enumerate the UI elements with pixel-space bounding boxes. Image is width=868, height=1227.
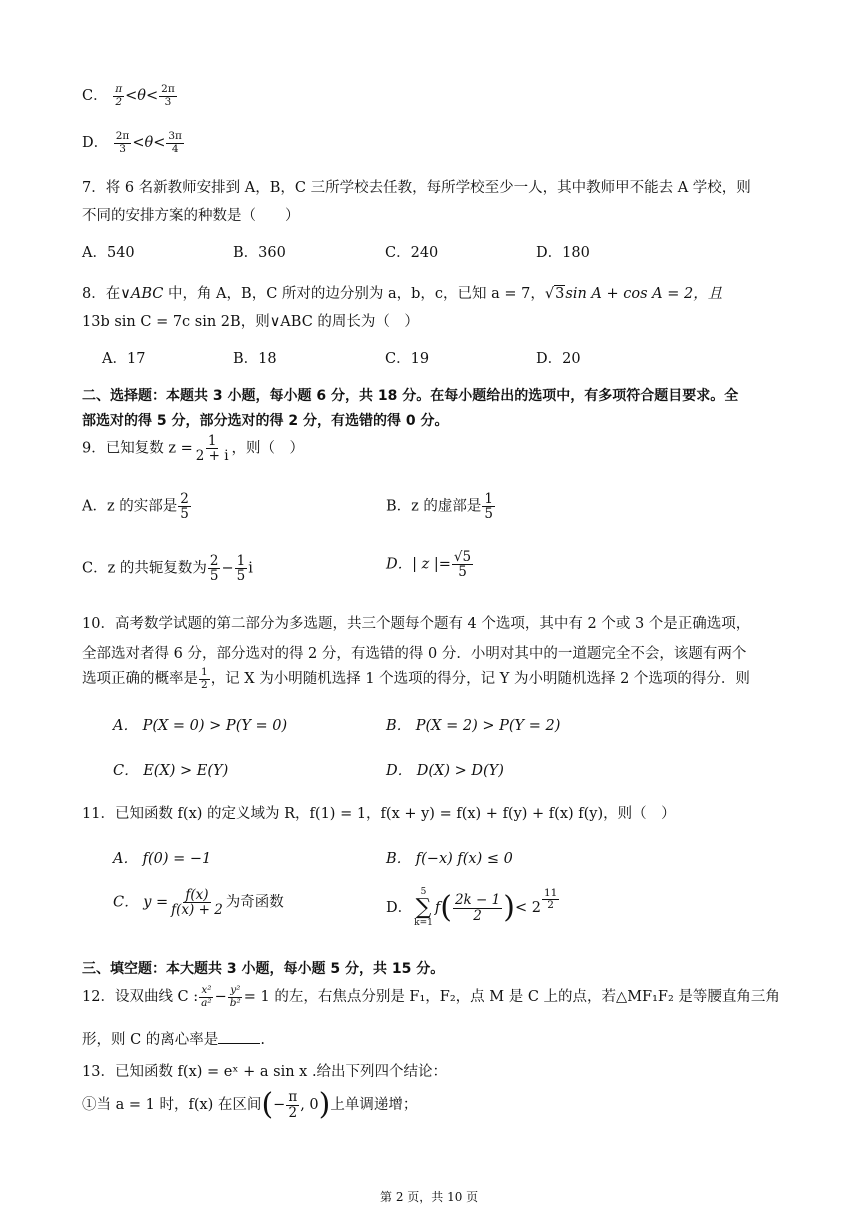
q7-option-d[interactable]: D．180 [536, 245, 590, 261]
q8-option-d[interactable]: D．20 [536, 351, 581, 367]
q8-stem-line1: 8．在∨ABC 中，角 A，B，C 所对的边分别为 a，b，c，已知 a = 7，√3sin A + cos A = 2，且 [82, 286, 723, 302]
q10-option-d[interactable]: D． D(X) > D(Y) [386, 763, 504, 779]
q9-option-c[interactable]: C．z 的共轭复数为 $\frac{2}{5}$ − $\frac{1}{5}$ i [82, 553, 253, 585]
section-2-heading-line1: 二、选择题：本题共 3 小题，每小题 6 分，共 18 分。在每小题给出的选项中，有多项符合题目要求。全 [82, 388, 739, 404]
q6-option-c[interactable] [82, 84, 178, 108]
option-label: C． [82, 88, 108, 104]
q7-option-c[interactable]: C．240 [385, 245, 439, 261]
q7-option-a[interactable]: A．540 [82, 245, 135, 261]
q8-option-a[interactable]: A．17 [102, 351, 146, 367]
section-3-heading: 三、填空题：本大题共 3 小题，每小题 5 分，共 15 分。 [82, 961, 445, 977]
page-footer: 第 2 页，共 10 页 [380, 1190, 479, 1204]
q7-stem-line2: 不同的安排方案的种数是（ ） [82, 208, 300, 224]
q13-stem: 13．已知函数 f(x) = eˣ + a sin x .给出下列四个结论： [82, 1064, 448, 1080]
q12-stem-line1: 12．设双曲线 C : $\frac{\text{x²}}{\text{a²}}$ − $\frac{\text{y²}}{\text{b²}}$ = 1 的左，右焦点分别是 F₁，F₂，点 M 是 C 上的点，若△MF₁F₂ 是等腰直角三角 [82, 984, 780, 1009]
q12-stem-line2: 形，则 C 的离心率是 . [82, 1028, 265, 1049]
q11-option-c[interactable]: C． y = $\frac{f(x)}{f(x) + 2}$ 为奇函数 [113, 887, 284, 919]
fraction: $\frac{3\pi}{4}$ [168, 130, 182, 155]
answer-blank[interactable] [218, 1029, 260, 1044]
q9-option-b[interactable]: B．z 的虚部是 $\frac{1}{5}$ [386, 491, 493, 523]
q7-stem-line1: 7．将 6 名新教师安排到 A，B，C 三所学校去任教，每所学校至少一人，其中教师甲不能去 A 学校，则 [82, 180, 751, 196]
q10-option-b[interactable]: B． P(X = 2) > P(Y = 2) [386, 718, 561, 734]
q7-option-b[interactable]: B．360 [233, 245, 286, 261]
q11-stem: 11．已知函数 f(x) 的定义域为 R，f(1) = 1，f(x + y) = f(x) + f(y) + f(x) f(y)，则（ ） [82, 806, 676, 822]
option-label: D． [82, 135, 109, 151]
fraction: $\frac{2\pi}{3}$ [115, 130, 130, 155]
q10-stem-line1: 10．高考数学试题的第二部分为多选题，共三个题每个题有 4 个选项，其中有 2 个或 3 个是正确选项， [82, 616, 751, 632]
q11-option-d[interactable]: D． 5 ∑ k=1 f( $\frac{2k - 1}{2}$ )< 2 $^{\frac{11}{2}}$ [386, 887, 558, 928]
q10-option-a[interactable]: A． P(X = 0) > P(Y = 0) [113, 718, 288, 734]
fraction: $\frac{1}{2 + i}$ [195, 433, 229, 465]
section-2-heading-line2: 部选对的得 5 分，部分选对的得 2 分，有选错的得 0 分。 [82, 413, 449, 429]
fraction: $\frac{\pi}{2}$ [115, 83, 123, 108]
q8-option-b[interactable]: B．18 [233, 351, 277, 367]
q9-option-a[interactable]: A．z 的实部是 $\frac{2}{5}$ [82, 491, 189, 523]
q8-stem-line2: 13b sin C = 7c sin 2B，则∨ABC 的周长为（ ） [82, 314, 419, 330]
q11-option-a[interactable]: A． f(0) = −1 [113, 851, 212, 867]
q10-stem-line3: 选项正确的概率是 $\frac{1}{2}$ ，记 X 为小明随机选择 1 个选项的得分，记 Y 为小明随机选择 2 个选项的得分．则 [82, 666, 750, 691]
inequality: <θ< [132, 135, 166, 151]
q9-stem: 9．已知复数 z = $\frac{1}{2 + i}$ ，则（ ） [82, 433, 305, 465]
fraction: $\frac{2\pi}{3}$ [161, 83, 175, 108]
q11-option-b[interactable]: B． f(−x) f(x) ≤ 0 [386, 851, 513, 867]
q9-option-d[interactable]: D．| z |= $\frac{√5}{5}$ [386, 549, 472, 581]
inequality: <θ< [125, 88, 159, 104]
q10-option-c[interactable]: C． E(X) > E(Y) [113, 763, 229, 779]
q8-option-c[interactable]: C．19 [385, 351, 430, 367]
q10-stem-line2: 全部选对者得 6 分，部分选对的得 2 分，有选错的得 0 分．小明对其中的一道题完全不会，该题有两个 [82, 646, 747, 662]
q6-option-d[interactable] [82, 131, 185, 155]
q13-item-1: ①当 a = 1 时，f(x) 在区间(− $\frac{\pi}{2}$ , 0)上单调递增； [82, 1087, 418, 1122]
